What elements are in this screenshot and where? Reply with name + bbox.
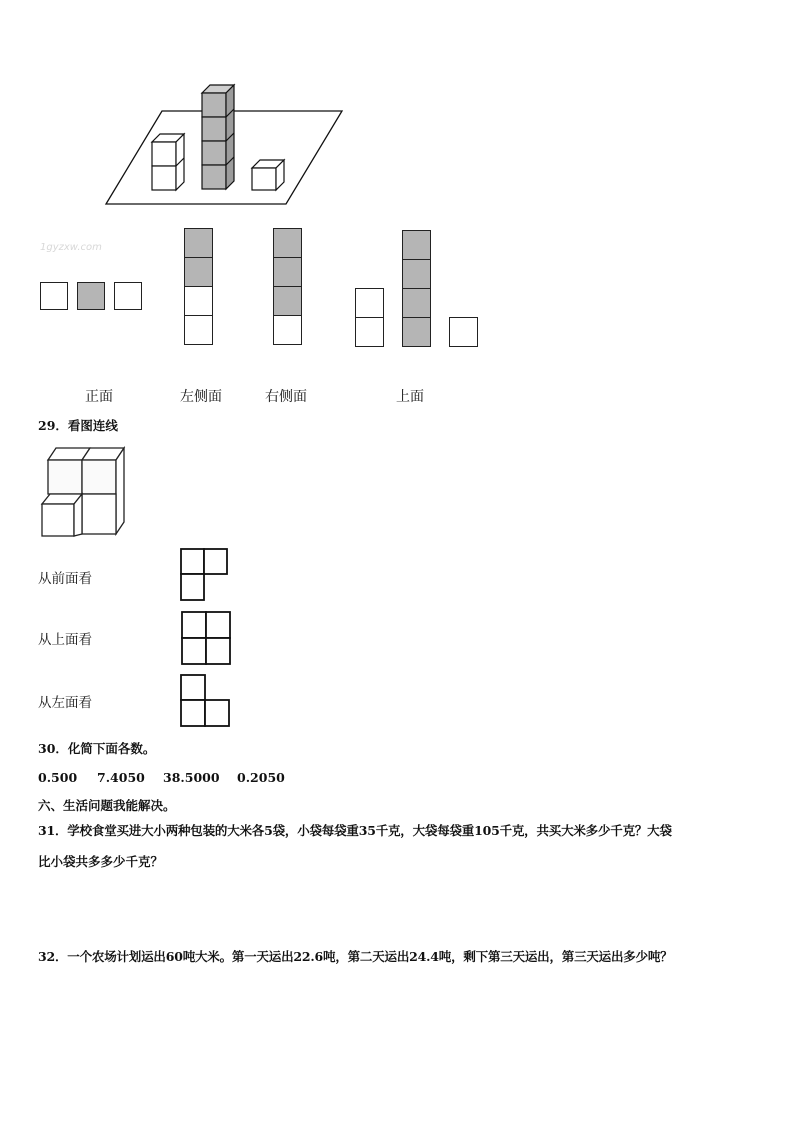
right-square-3	[273, 286, 302, 316]
label-right-side: 右侧面	[265, 389, 307, 405]
front-square-1	[40, 282, 68, 310]
watermark: 1gyzxw.com	[40, 242, 102, 253]
q30-title: 30．化简下面各数。	[38, 741, 156, 756]
q31-line2: 比小袋共多多少千克？	[38, 854, 164, 869]
left-square-1	[184, 228, 213, 258]
q30-number-4: 0.2050	[237, 770, 285, 785]
front-square-2	[77, 282, 105, 310]
section6-title: 六、生活问题我能解决。	[38, 798, 176, 813]
right-square-4	[273, 315, 302, 345]
right-square-1	[273, 228, 302, 258]
q29-shape-top-view[interactable]	[180, 610, 232, 666]
top-square-5	[402, 288, 431, 318]
q30-number-3: 38.5000	[163, 770, 220, 785]
top-square-7	[449, 317, 478, 347]
top-square-1	[355, 288, 384, 318]
top-square-6	[402, 317, 431, 347]
q29-shape-front-view[interactable]	[180, 548, 230, 602]
q30-number-1: 0.500	[38, 770, 78, 785]
cube-stack-figure	[100, 80, 350, 210]
q29-row-front: 从前面看	[38, 571, 92, 587]
q29-shape-left-view[interactable]	[180, 674, 232, 728]
q30-number-2: 7.4050	[97, 770, 145, 785]
q29-title: 29．看图连线	[38, 418, 118, 433]
q29-solid-figure	[38, 444, 130, 540]
label-top: 上面	[396, 389, 424, 405]
right-square-2	[273, 257, 302, 287]
top-square-3	[402, 230, 431, 260]
q32-text: 32．一个农场计划运出60吨大米。第一天运出22.6吨，第二天运出24.4吨，剩下第三天运出，第三天运出多少吨？	[38, 949, 673, 964]
front-square-3	[114, 282, 142, 310]
q29-row-top: 从上面看	[38, 632, 92, 648]
q29-row-left: 从左面看	[38, 695, 92, 711]
left-square-3	[184, 286, 213, 316]
top-square-4	[402, 259, 431, 289]
left-square-4	[184, 315, 213, 345]
label-left-side: 左侧面	[180, 389, 222, 405]
left-square-2	[184, 257, 213, 287]
top-square-2	[355, 317, 384, 347]
label-front: 正面	[85, 389, 113, 405]
q31-line1: 31．学校食堂买进大小两种包装的大米各5袋，小袋每袋重35千克，大袋每袋重105千克，共买大米多少千克？大袋	[38, 823, 672, 838]
